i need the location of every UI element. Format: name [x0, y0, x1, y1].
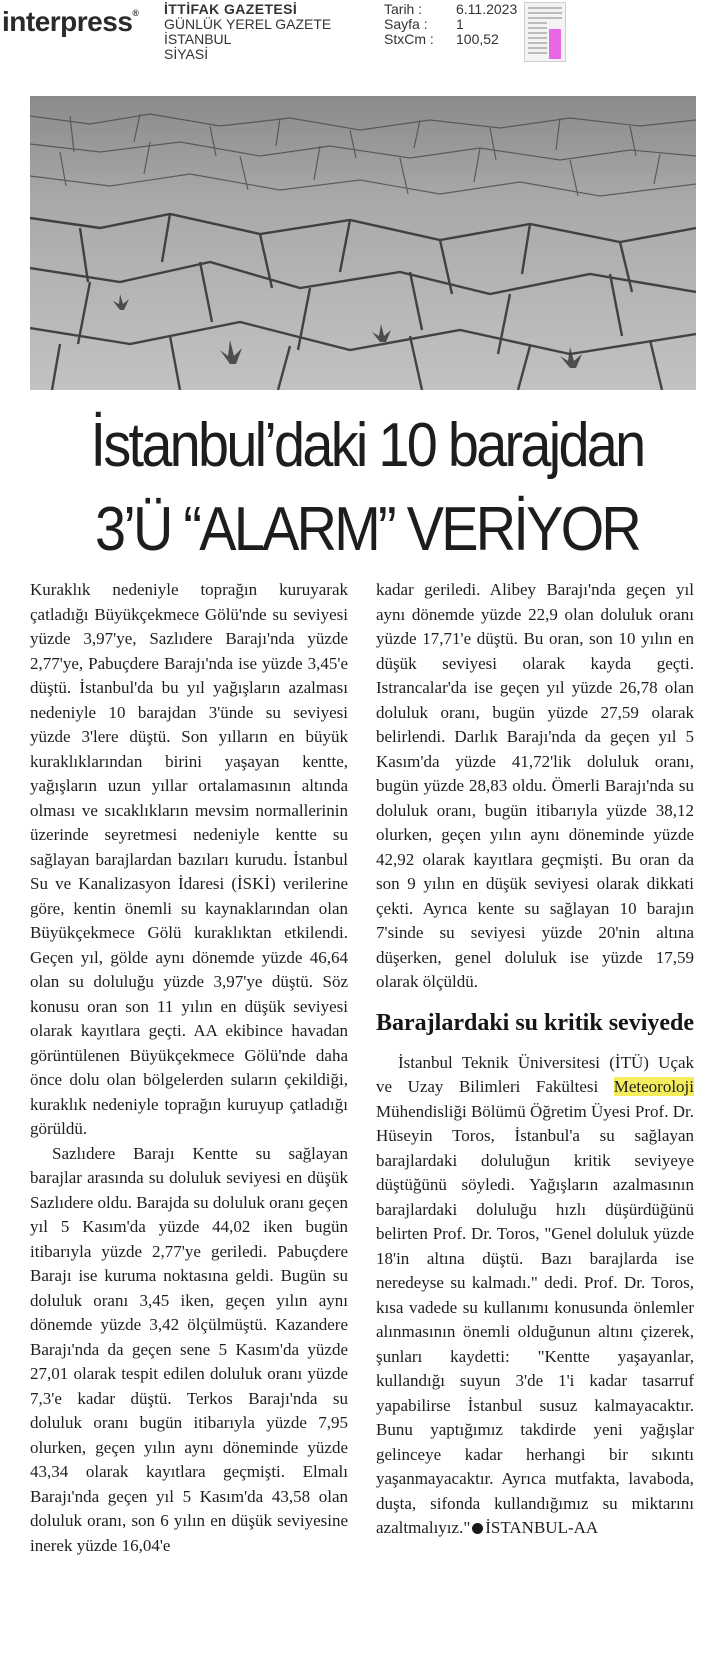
clipping-header: [0, 0, 728, 72]
page-thumbnail-icon: [524, 2, 566, 62]
source-info: [164, 2, 331, 62]
article-signoff: İSTANBUL-AA: [485, 1518, 599, 1537]
publication-frequency: GÜNLÜK YEREL GAZETE: [164, 16, 332, 32]
clipping-meta: [384, 2, 517, 47]
area-label: StxCm :: [384, 31, 434, 47]
page-label: Sayfa :: [384, 16, 428, 32]
interpress-logo: interpress®: [2, 6, 139, 37]
article-headline: [57, 404, 678, 572]
article-paragraph-4: İstanbul Teknik Üniversitesi (İTÜ) Uçak ve Uzay Bilimleri Fakültesi Meteoroloji Mühendisliği Bölümü Öğretim Üyesi Prof. Dr. Hüseyin Toros, İstanbul'a su sağlayan barajlardaki doluluğun kritik seviyeye düştüğünü söyledi. Yağışların azalmasının barajlardaki doluluğu hızlı düşürdüğünü belirten Prof. Dr. Toros, "Genel doluluk yüzde 18'in altına düştü. Bazı barajlarda ise neredeyse su kalmadı." dedi. Prof. Dr. Toros, kısa vadede su kullanımı konusunda önlemler alınmasının önemli olduğunun altını çizerek, şunları kaydetti: "Kentte yaşayanlar, kullandığı suyun 3'de 1'i kadar tasarruf yapabilirse İstanbul susuz kalmayacaktır. Bunu yaptığımız takdirde yeni yağışlar gelinceye kadar herhangi bir sıkıntı yaşanmayacaktır. Ayrıca mutfakta, lavaboda, duşta, sifonda kullandığımız su miktarını azaltmalıyız." İSTANBUL-AA: [376, 1052, 694, 1537]
publication-name: İTTİFAK GAZETESİ: [164, 1, 298, 17]
highlighted-keyword: Meteoroloji: [613, 1077, 694, 1096]
article-column-left: [30, 578, 348, 1558]
bullet-icon: [472, 1523, 483, 1534]
area-value: 100,52: [456, 31, 499, 47]
cracked-earth-photo: [30, 96, 696, 390]
article-column-right: [376, 578, 694, 1541]
date-value: 6.11.2023: [456, 1, 518, 17]
article-paragraph-1: Kuraklık nedeniyle toprağın kuruyarak çatladığı Büyükçekmece Gölü'nde su seviyesi yüzde 3,97'ye, Sazlıdere Barajı'nda yüzde 2,77'ye, Pabuçdere Barajı'nda ise yüzde 3,45'e düştü. İstanbul'da bu yıl yağışların azalması nedeniyle 10 barajdan 3'ünde su seviyesi yüzde 3'lere düştü. Son yılların en büyük kuraklıklarından birini yaşayan kentte, yağışların uzun yıllar ortalamasının altında olması ve sıcaklıkların mevsim normallerinin üzerinde seyretmesi nedeniyle kentte su sağlayan barajlardan bazıları kurudu. İstanbul Su ve Kanalizasyon İdaresi (İSKİ) verilerine göre, kentin önemli su kaynaklarından olan Büyükçekmece Gölü kuraklıktan etkilendi. Geçen yıl, gölde aynı dönemde yüzde 46,64 olan su doluluğu yüzde 3,97'ye düştü. Söz konusu oran son 11 yılın en düşük seviyesi olarak kayıtlara geçti. AA ekibince havadan görüntülenen Büyükçekmece Gölü'nde daha önce dolu olan bölgelerden suların çekildiği, kuraklık nedeniyle toprağın kuruyup çatladığı görüldü.: [30, 580, 348, 1138]
publication-city: İSTANBUL: [164, 31, 232, 47]
article-subheading: Barajlardaki su kritik seviyede: [376, 1009, 695, 1036]
headline-line-2: 3’Ü “ALARM” VERİYOR: [94, 495, 639, 564]
page-value: 1: [456, 16, 464, 32]
clip-location-marker: [549, 29, 561, 59]
headline-line-1: İstanbul’daki 10 barajdan: [90, 411, 644, 480]
article-paragraph-2: Sazlıdere Barajı Kentte su sağlayan barajlar arasında su doluluk seviyesi en düşük Sazlıdere oldu. Barajda su doluluk oranı geçen yıl 5 Kasım'da yüzde 44,02 iken bugün itibarıyla yüzde 2,77'ye geriledi. Pabuçdere Barajı ise kuruma noktasına geldi. Bugün su doluluk oranı 3,45 iken, geçen yılın aynı dönemde yüzde 3,42 ölçülmüştü. Kazandere Barajı'nda da geçen sene 5 Kasım'da yüzde 27,01 olarak tespit edilen doluluk oranı yüzde 7,3'e kadar düştü. Terkos Barajı'nda su doluluk oranı bugün itibarıyla yüzde 7,95 olurken, geçen yılın aynı döneminde yüzde 43,34 olarak kayıtlara geçmişti. Elmalı Barajı'nda geçen yıl 5 Kasım'da 43,58 olan doluluk oranı, son 6 yılın en düşük seviyesine inerek yüzde 16,04'e: [30, 1143, 348, 1555]
publication-category: SİYASİ: [164, 46, 209, 62]
article-paragraph-3: kadar geriledi. Alibey Barajı'nda geçen yıl aynı dönemde yüzde 22,9 olan doluluk oranı yüzde 17,71'e düştü. Bu oran, son 10 yılın en düşük seviyesi olarak kayda geçti. Istrancalar'da ise geçen yıl yüzde 26,78 olan doluluk oranı, bugün yüzde 27,59 olarak belirlendi. Darlık Barajı'nda da geçen yıl 5 Kasım'da yüzde 41,72'lik doluluk oranı, bugün yüzde 28,83 oldu. Ömerli Barajı'nda su doluluk oranı, bugün itibarıyla yüzde 38,12 olurken, geçen yılın aynı döneminde yüzde 42,92 olarak kayıtlara geçmişti. Bu oran da son 9 yılın en düşük seviyesi olarak dikkati çekti. Ayrıca kente su sağlayan 10 barajın 7'sinde su seviyesi yüzde 20'nin altına düşerken, genel doluluk ise yüzde 17,59 olarak ölçüldü.: [376, 580, 694, 991]
date-label: Tarih :: [384, 1, 423, 17]
